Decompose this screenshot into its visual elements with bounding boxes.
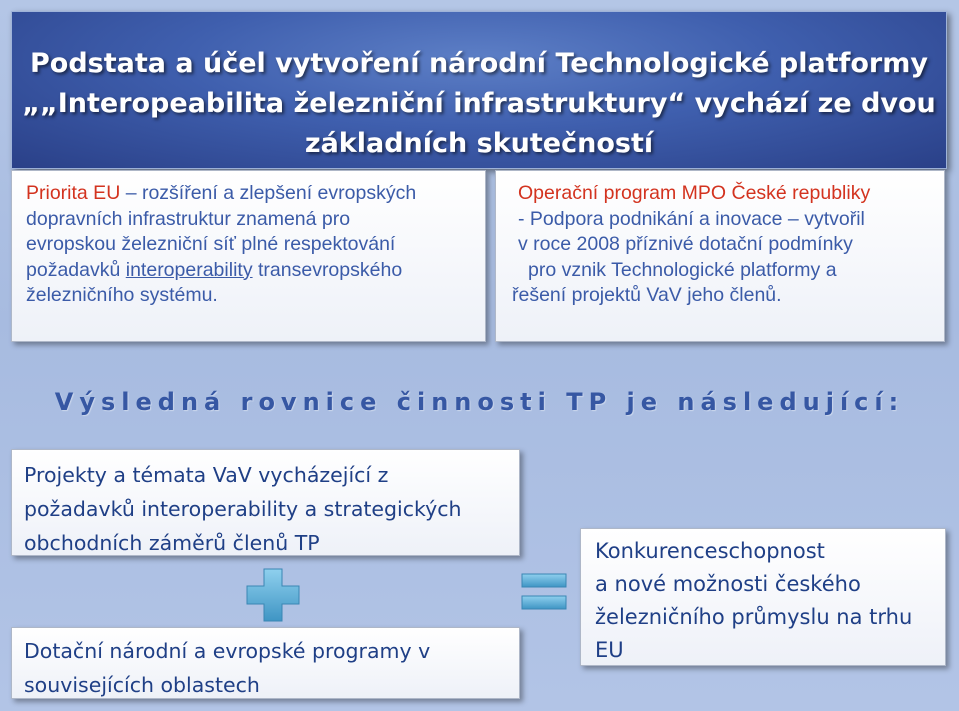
subsidies-box [11,627,520,699]
plus-icon [246,568,300,622]
competitiveness-line-4: EU [595,638,624,662]
title-line-3: základních skutečností [304,128,654,159]
equals-icon [521,572,567,612]
eu-priority-box [11,170,486,342]
eu-priority-line-2: dopravních infrastruktur znamená pro [26,207,351,230]
mpo-program-text [512,181,936,309]
eu-priority-line-4-pre: požadavků [26,258,126,281]
eu-priority-line-1: – rozšíření a zlepšení evropských [120,182,417,204]
subsidies-line-1: Dotační národní a evropské programy v [24,639,431,663]
interoperability-link[interactable]: interoperability [125,258,253,281]
competitiveness-line-2: a nové možnosti českého [595,572,861,596]
mpo-program-box [495,170,945,342]
mpo-program-line-3: v roce 2008 příznivé dotační podmínky [518,233,853,255]
slide-title [12,44,946,164]
mpo-program-line-2: - Podpora podnikání a inovace – vytvořil [518,207,865,230]
competitiveness-line-3: železničního průmyslu na trhu [595,605,913,629]
eu-priority-line-5: železničního systému. [26,284,218,306]
title-banner [11,11,947,169]
projects-line-2: požadavků interoperability a strategických [24,497,462,521]
subsidies-line-2: souvisejících oblastech [24,673,260,697]
projects-line-1: Projekty a témata VaV vycházející z [24,463,389,487]
title-line-2: „„Interopeabilita železniční infrastruktury“ vychází ze dvou [22,88,936,119]
projects-box [11,449,520,556]
mpo-program-line-5: řešení projektů VaV jeho členů. [512,284,782,306]
eu-priority-line-4-post: transevropského [252,258,403,281]
mpo-program-line-4: pro vznik Technologické platformy a [528,258,837,281]
projects-line-3: obchodních záměrů členů TP [24,531,320,555]
competitiveness-text [595,535,937,667]
eu-priority-text [26,181,477,309]
subsidies-text [24,634,511,702]
result-heading: Výsledná rovnice činnosti TP je následující: [54,388,905,416]
title-line-1: Podstata a účel vytvoření národní Technologické platformy [29,48,928,79]
competitiveness-box [580,528,946,666]
competitiveness-line-1: Konkurenceschopnost [595,539,825,563]
mpo-program-line-1: Operační program MPO České republiky [518,182,871,204]
projects-text [24,458,511,560]
eu-priority-line-3: evropskou železniční síť plné respektování [26,233,396,255]
eu-priority-highlight: Priorita EU [26,182,121,204]
